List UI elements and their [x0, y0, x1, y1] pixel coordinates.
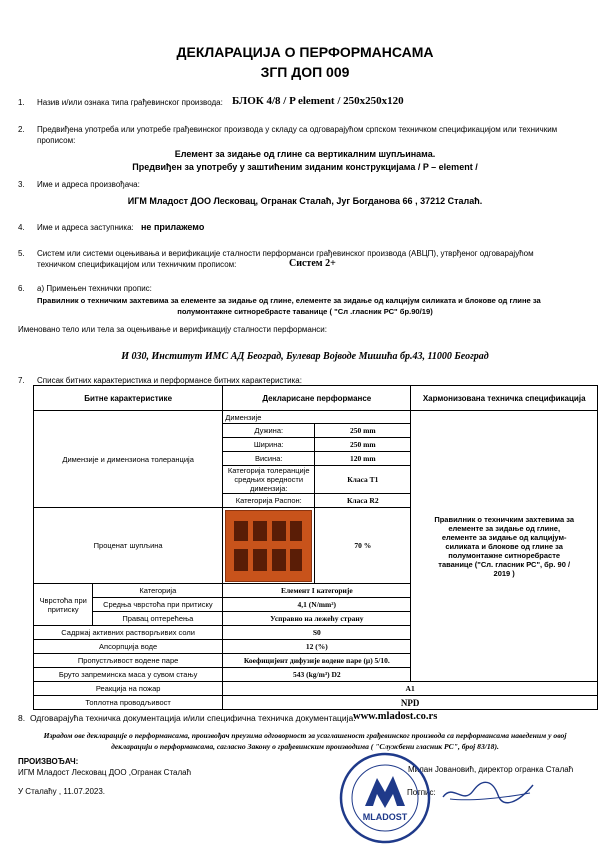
item-4-value: не прилажемо [141, 222, 205, 232]
item-7-number: 7. [18, 376, 25, 385]
dim-name: Дужина: [223, 424, 315, 438]
table-header-row [34, 386, 598, 411]
header-performance: Декларисане перформансе [223, 386, 411, 411]
dim-group-label: Димензије и димензиона толеранција [34, 411, 223, 508]
strength-group: Чврстоћа при притиску [34, 584, 93, 626]
company-stamp [335, 748, 435, 848]
property-name: Апсорпција воде [34, 640, 223, 654]
signature-label: Потпис: [407, 788, 436, 797]
item-8-label: Одговарајућа техничка документација и/или специфична техничка документација: [30, 713, 356, 723]
property-value: S0 [223, 626, 411, 640]
item-1-label: Назив и/или ознака типа грађевинског производа: [37, 98, 223, 107]
statement-line-2: декларацији о перформансама, сагласно Закону о грађевинским производима ( "Службени гласник РС", број 83/18). [111, 742, 499, 751]
item-3-number: 3. [18, 180, 25, 189]
item-7-label: Списак битних карактеристика и перформансе битних карактеристика: [37, 376, 302, 385]
item-2-value-2: Предвиђен за употребу у заштићеним зиданим конструкцијама / P – element / [132, 162, 478, 172]
strength-name: Категорија [93, 584, 223, 598]
item-4-number: 4. [18, 223, 25, 232]
dim-value: 250 mm [315, 424, 411, 438]
property-value: 543 (kg/m³) D2 [223, 668, 411, 682]
item-3-value: ИГМ Младост ДОО Лесковац, Огранак Сталаћ, Југ Богданова 66 , 37212 Сталаћ. [127, 196, 483, 206]
item-1-value: БЛОК 4/8 / P element / 250x250x120 [232, 95, 404, 107]
dim-name: Ширина: [223, 438, 315, 452]
property-value: A1 [223, 682, 598, 696]
item-1-number: 1. [18, 98, 25, 107]
notified-body-value: И 030, Институт ИМС АД Београд, Булевар Војводе Мишића бр.43, 11000 Београд [121, 351, 489, 362]
strength-value: 4,1 (N/mm²) [223, 598, 411, 612]
dim-value: Класа T1 [315, 466, 411, 494]
item-8-value: www.mladost.co.rs [353, 711, 438, 722]
notified-body-label: Именовано тело или тела за оцењивање и верификацију сталности перформанси: [18, 325, 327, 334]
item-2-label: Предвиђена употреба или употребе грађевинског производа у складу са одговарајућом српском техничком спецификацијом или техничким [37, 125, 558, 134]
strength-name: Правац оптерећења [93, 612, 223, 626]
brick-image-cell [223, 508, 315, 584]
property-name: Пропустљивост водене паре [34, 654, 223, 668]
dim-value: 120 mm [315, 452, 411, 466]
brick-image [225, 510, 312, 582]
header-characteristics: Битне карактеристике [34, 386, 223, 411]
item-5-value: Систем 2+ [289, 258, 336, 269]
producer-label: ПРОИЗВОЂАЧ: [18, 757, 79, 766]
table-row [34, 696, 598, 710]
item-6-value-1: Правилник о техничким захтевима за елементе за зидање од глине, елементе за зидање од калцијум силиката и блокове од глине за [37, 296, 541, 305]
strength-name: Средња чврстоћа при притиску [93, 598, 223, 612]
item-5-number: 5. [18, 249, 25, 258]
characteristics-table [33, 385, 598, 710]
producer-value: ИГМ Младост Лесковац ДОО ,Огранак Сталаћ [18, 768, 192, 777]
stamp-brand: MLADOST [362, 812, 408, 822]
handwritten-signature [438, 775, 538, 810]
dim-label: Димензије [223, 411, 411, 424]
place-date: У Сталаћу , 11.07.2023. [18, 787, 106, 796]
item-2-value-1: Елемент за зидање од глине са вертикалним шупљинама. [174, 149, 436, 159]
item-5-label: Систем или системи оцењивања и верификације сталности перформанси грађевинског производа (АВЦП), утврђеног одговарајућом [37, 249, 534, 258]
strength-value: Усправно на лежећу страну [223, 612, 411, 626]
property-value: Коефицијент дифузије водене паре (μ) 5/10. [223, 654, 411, 668]
item-6-label: а) Примењен технички пропис: [37, 284, 152, 293]
header-harmonized: Хармонизована техничка спецификација [411, 386, 598, 411]
item-5-label-cont: техничком спецификацијом или техничким прописом: [37, 260, 237, 269]
property-value: 12 (%) [223, 640, 411, 654]
property-value: NPD [223, 696, 598, 710]
dim-value: Класа R2 [315, 494, 411, 508]
item-4-label: Име и адреса заступника: [37, 223, 134, 232]
dim-name: Категорија толеранције средњих вредности димензија: [223, 466, 315, 494]
item-2-label-cont: прописом: [37, 136, 76, 145]
property-name: Топлотна проводљивост [34, 696, 223, 710]
strength-value: Елемент I категорије [223, 584, 411, 598]
table-row [34, 682, 598, 696]
table-row [34, 411, 598, 424]
item-8-number: 8. [18, 713, 26, 723]
item-6-number: 6. [18, 284, 25, 293]
void-value: 70 % [315, 508, 411, 584]
signer-name: Милан Јовановић, директор огранка Сталаћ [408, 765, 574, 774]
statement-line-1: Израдом ове декларације о перформансама, произвођач преузима одговорност за усаглашеност грађевинског производа са перформансама наведеним у овој [43, 731, 567, 740]
dim-name: Висина: [223, 452, 315, 466]
harmonized-spec: Правилник о техничким захтевима за елементе за зидање од глине, елементе за зидање од калцијум-силиката и блокове од глине за полумонтажне ситноребрасте таванице ("Сл. гласник РС", бр. 90 / 2019 ) [411, 411, 598, 682]
property-name: Садржај активних растворљивих соли [34, 626, 223, 640]
dim-value: 250 mm [315, 438, 411, 452]
item-6-value-2: полумонтажне ситноребрасте таванице ( "Сл .гласник РС" бр.90/19) [177, 307, 433, 316]
item-3-label: Име и адреса произвођача: [37, 180, 140, 189]
property-name: Реакција на пожар [34, 682, 223, 696]
doc-subtitle: ЗГП ДОП 009 [260, 64, 350, 80]
item-2-number: 2. [18, 125, 25, 134]
property-name: Бруто запреминска маса у сувом стању [34, 668, 223, 682]
void-label: Проценат шупљина [34, 508, 223, 584]
doc-title: ДЕКЛАРАЦИЈА О ПЕРФОРМАНСАМА [176, 44, 434, 60]
dim-name: Категорија Распон: [223, 494, 315, 508]
